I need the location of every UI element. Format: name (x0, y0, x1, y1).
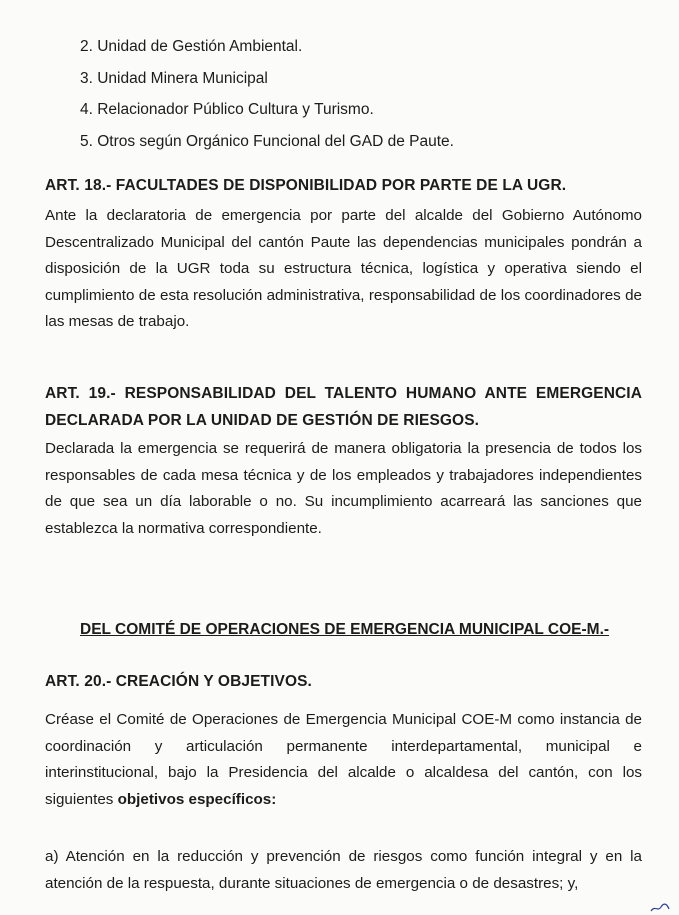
art19-body: Declarada la emergencia se requerirá de manera obligatoria la presencia de todos los responsables de cada mesa técnica y de los empleados y trabajadores independientes de que sea un día laborable o no. Su incumplimiento acarreará las sanciones que establezca la normativa correspondiente. (45, 440, 642, 537)
art20-body-text: Créase el Comité de Operaciones de Emergencia Municipal COE-M como instancia de coordinación y articulación permanente interdepartamental, municipal e interinstitucional, bajo la Presidencia del alcalde o alcaldesa del cantón, con los siguientes (45, 711, 642, 808)
art20-heading: ART. 20.- CREACIÓN Y OBJETIVOS. (45, 673, 312, 690)
section-title: DEL COMITÉ DE OPERACIONES DE EMERGENCIA MUNICIPAL COE-M.- (80, 621, 610, 638)
art18-heading: ART. 18.- FACULTADES DE DISPONIBILIDAD POR PARTE DE LA UGR. (45, 177, 567, 194)
art19-heading-line1: ART. 19.- RESPONSABILIDAD DEL TALENTO HUMANO ANTE EMERGENCIA (45, 385, 642, 402)
item-a: a) Atención en la reducción y prevención de riesgos como función integral y en la atención de la respuesta, durante situaciones de emergencia o de desastres; y, (45, 848, 642, 892)
art20-body (45, 707, 642, 813)
list-item: 3. Unidad Minera Municipal (80, 69, 268, 87)
art19-heading (45, 380, 642, 434)
art19-heading-line2: DECLARADA POR LA UNIDAD DE GESTIÓN DE RIESGOS. (45, 412, 480, 429)
art18-body: Ante la declaratoria de emergencia por parte del alcalde del Gobierno Autónomo Descentralizado Municipal del cantón Paute las dependencias municipales pondrán a disposición de la UGR toda su estructura técnica, logística y operativa siendo el cumplimiento de esta resolución administrativa, responsabilidad de los coordinadores de las mesas de trabajo. (45, 207, 642, 330)
list-item: 4. Relacionador Público Cultura y Turismo. (80, 101, 374, 118)
unit-list (80, 31, 454, 157)
list-item: 2. Unidad de Gestión Ambiental. (80, 38, 303, 55)
list-item: 5. Otros según Orgánico Funcional del GAD de Paute. (80, 132, 454, 150)
art20-body-bold: objetivos específicos: (117, 790, 277, 808)
margin-mark-icon (649, 901, 671, 913)
